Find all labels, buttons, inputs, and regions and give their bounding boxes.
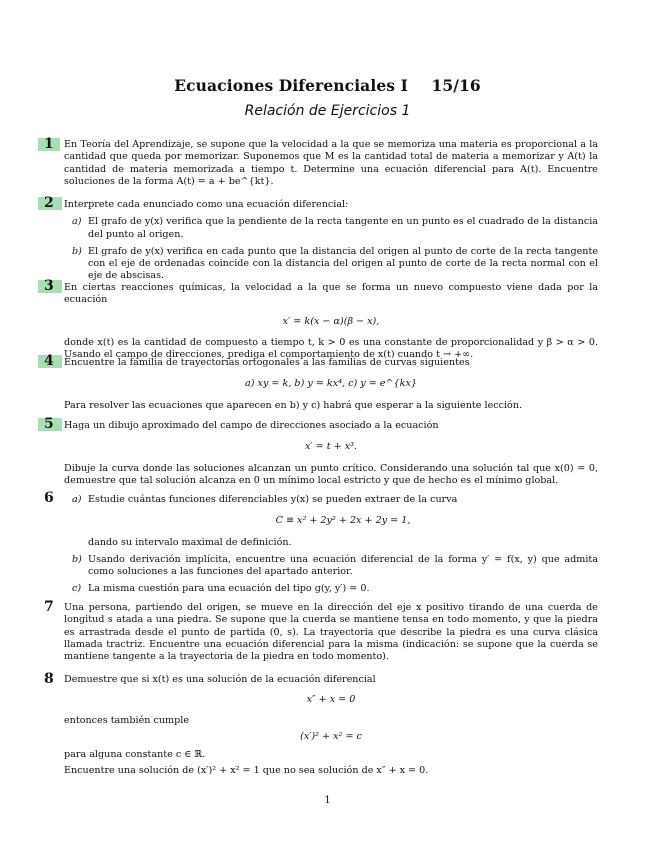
problem-6-a-label: a) (72, 494, 82, 505)
problem-number-5: 5 (44, 416, 54, 432)
problem-8-mid: entonces también cumple (64, 714, 190, 726)
problem-2-a-text: El grafo de y(x) verifica que la pendiente de la recta tangente en un punto es el cuadrado de la distancia del punto al origen. (88, 216, 598, 240)
problem-8-equation-1: x″ + x = 0 (306, 694, 356, 706)
problem-number-7: 7 (44, 599, 54, 615)
problem-2-b (64, 246, 598, 283)
problem-5 (64, 420, 598, 487)
problem-3-intro: En ciertas reacciones químicas, la velocidad a la que se forma un nuevo compuesto viene dada por la ecuación (64, 282, 598, 306)
problem-6-a (64, 494, 598, 549)
problem-number-6: 6 (44, 490, 54, 506)
problem-2-a (64, 216, 598, 241)
problem-2-b-label: b) (72, 245, 82, 257)
problem-number-2: 2 (44, 195, 54, 211)
problem-6-b (64, 554, 598, 579)
problem-8-last: Encuentre una solución de (x′)² + x² = 1 que no sea solución de x″ + x = 0. (64, 765, 429, 777)
page-number: 1 (324, 795, 331, 806)
page-title (0, 76, 655, 95)
page-subtitle: Relación de Ejercicios 1 (244, 103, 411, 119)
problem-6-b-text: Usando derivación implícita, encuentre una ecuación diferencial de la forma y′ = f(x, y) que admita como soluciones a las funciones del apartado anterior. (88, 553, 598, 578)
problem-4 (64, 357, 598, 412)
problem-number-8: 8 (44, 671, 54, 687)
problem-3-after: donde x(t) es la cantidad de compuesto a tiempo t, k > 0 es una constante de proporcionalidad y β > α > 0. Usando el campo de direcciones, prediga el comportamiento de x(t) cuando t → +∞. (64, 336, 598, 361)
problem-7 (64, 602, 598, 663)
problem-8-mid2: para alguna constante c ∈ ℝ. (64, 749, 206, 761)
problem-6-equation: C ≡ x² + 2y² + 2x + 2y = 1, (275, 515, 411, 527)
problem-2 (64, 199, 598, 283)
problem-8-equation-2: (x′)² + x² = c (300, 730, 362, 742)
problem-5-intro: Haga un dibujo aproximado del campo de direcciones asociado a la ecuación (64, 420, 439, 431)
problem-number-3: 3 (44, 278, 54, 294)
problem-5-after: Dibuje la curva donde las soluciones alcanzan un punto crítico. Considerando una solución tal que x(0) = 0, demuestre que tal solución alcanza en 0 un mínimo local estricto y que de hecho es el mínimo global. (64, 462, 598, 486)
problem-4-after: Para resolver las ecuaciones que aparecen en b) y c) habrá que esperar a la siguiente lección. (64, 399, 523, 411)
problem-8-intro: Demuestre que si x(t) es una solución de la ecuación diferencial (64, 674, 376, 685)
problem-3 (64, 282, 598, 361)
problem-3-equation: x′ = k(x − α)(β − x), (282, 315, 380, 327)
problem-7-text: Una persona, partiendo del origen, se mueve en la dirección del eje x positivo tirando de una cuerda de longitud s atada a una piedra. Se supone que la cuerda se mantiene tensa en todo momento, y que la piedra es arrastrada desde el punto de partida (0, s). La trayectoria que describe la piedra es una curva clásica llamada tractriz. Encuentre una ecuación diferencial para la misma (indicación: se supone que la cuerda se mantiene tangente a la trayectoria de la piedra en todo momento). (64, 602, 598, 663)
problem-2-a-label: a) (72, 216, 82, 228)
problem-number-4: 4 (44, 353, 54, 369)
problem-1 (64, 139, 598, 188)
problem-2-intro: Interprete cada enunciado como una ecuación diferencial: (64, 199, 349, 210)
problem-2-b-text: El grafo de y(x) verifica en cada punto que la distancia del origen al punto de corte de la recta tangente con el eje de ordenadas coincide con la distancia del origen al punto de corte de la recta normal con el eje de abscisas. (88, 245, 598, 282)
problem-6-c-label: c) (72, 583, 82, 595)
problem-4-intro: Encuentre la familia de trayectorias ortogonales a las familias de curvas siguientes (64, 357, 470, 368)
problem-6 (64, 489, 598, 596)
problem-1-text: En Teoría del Aprendizaje, se supone que la velocidad a la que se memoriza una materia es proporcional a la cantidad que queda por memorizar. Suponemos que M es la cantidad total de materia a memorizar y A(t) la cantidad de materia memorizada a tiempo t. Determine una ecuación diferencial para A(t). Encuentre soluciones de la forma A(t) = a + be^{kt}. (64, 139, 598, 187)
course-title: Ecuaciones Diferenciales I (174, 76, 408, 95)
problem-8 (64, 674, 598, 778)
problem-4-equation: a) xy = k, b) y = kx⁴, c) y = e^{kx} (245, 378, 417, 390)
problem-6-c (64, 583, 598, 595)
problem-number-1: 1 (44, 136, 54, 152)
problem-6-a-text: Estudie cuántas funciones diferenciables y(x) se pueden extraer de la curva (88, 494, 458, 505)
problem-6-c-text: La misma cuestión para una ecuación del tipo g(y, y′) = 0. (88, 583, 370, 595)
problem-5-equation: x′ = t + x³. (304, 441, 358, 453)
academic-year: 15/16 (431, 76, 481, 95)
problem-6-b-label: b) (72, 553, 82, 565)
problem-6-a-after: dando su intervalo maximal de definición. (88, 536, 292, 548)
